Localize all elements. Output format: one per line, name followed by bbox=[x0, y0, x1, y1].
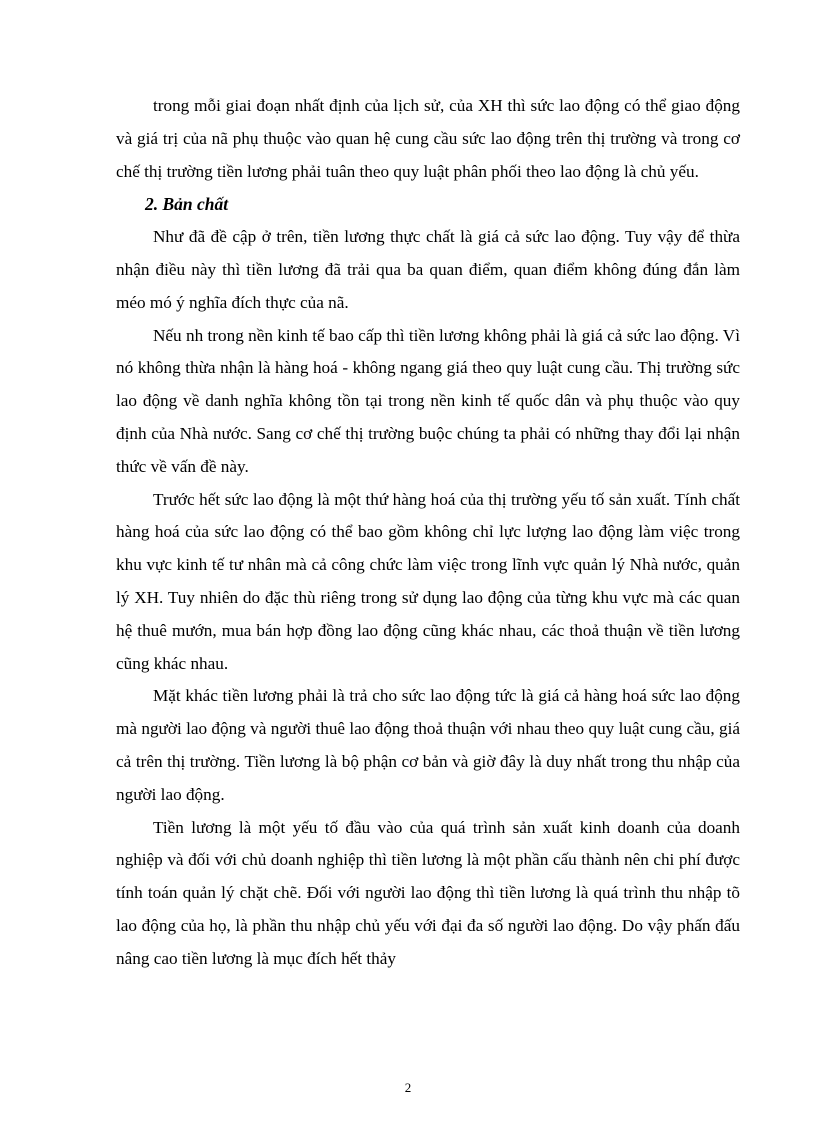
section-heading: 2. Bản chất bbox=[145, 194, 229, 215]
paragraph-1: trong mỗi giai đoạn nhất định của lịch sử, của XH thì sức lao động có thể giao động và giá trị của nã phụ thuộc vào quan hệ cung cầu sức lao động trên thị trường và trong cơ chế thị trường tiền lương phải tuân theo quy luật phân phối theo lao động là chủ yếu. bbox=[116, 96, 740, 181]
paragraph-5: Mặt khác tiền lương phải là trả cho sức lao động tức là giá cả hàng hoá sức lao động mà người lao động và người thuê lao động thoả thuận với nhau theo quy luật cung cầu, giá cả trên thị trường. Tiền lương là bộ phận cơ bản và giờ đây là duy nhất trong thu nhập của người lao động. bbox=[116, 686, 740, 804]
document-body bbox=[116, 90, 740, 976]
paragraph-6: Tiền lương là một yếu tố đầu vào của quá trình sản xuất kinh doanh của doanh nghiệp và đối với chủ doanh nghiệp thì tiền lương là một phần cấu thành nên chi phí được tính toán quản lý chặt chẽ. Đối với người lao động thì tiền lương là quá trình thu nhập tõ lao động của họ, là phần thu nhập chủ yếu với đại đa số người lao động. Do vậy phấn đấu nâng cao tiền lương là mục đích hết thảy bbox=[116, 817, 740, 968]
page-number: 2 bbox=[404, 1080, 412, 1095]
paragraph-3: Nếu nh trong nền kinh tế bao cấp thì tiền lương không phải là giá cả sức lao động. Vì nó không thừa nhận là hàng hoá - không ngang giá theo quy luật cung cầu. Thị trường sức lao động về danh nghĩa không tồn tại trong nền kinh tế quốc dân và phụ thuộc vào quy định của Nhà nước. Sang cơ chế thị trường buộc chúng ta phải có những thay đổi lại nhận thức về vấn đề này. bbox=[116, 325, 740, 476]
paragraph-2: Như đã đề cập ở trên, tiền lương thực chất là giá cả sức lao động. Tuy vậy để thừa nhận điều này thì tiền lương đã trải qua ba quan điểm, quan điểm không đúng đắn làm méo mó ý nghĩa đích thực của nã. bbox=[116, 227, 740, 312]
paragraph-4: Trước hết sức lao động là một thứ hàng hoá của thị trường yếu tố sản xuất. Tính chất hàng hoá của sức lao động có thể bao gồm không chỉ lực lượng lao động làm việc trong khu vực kinh tế tư nhân mà cả công chức làm việc trong lĩnh vực quản lý Nhà nước, quản lý XH. Tuy nhiên do đặc thù riêng trong sử dụng lao động của từng khu vực mà các quan hệ thuê mướn, mua bán hợp đồng lao động cũng khác nhau, các thoả thuận về tiền lương cũng khác nhau. bbox=[116, 489, 740, 673]
